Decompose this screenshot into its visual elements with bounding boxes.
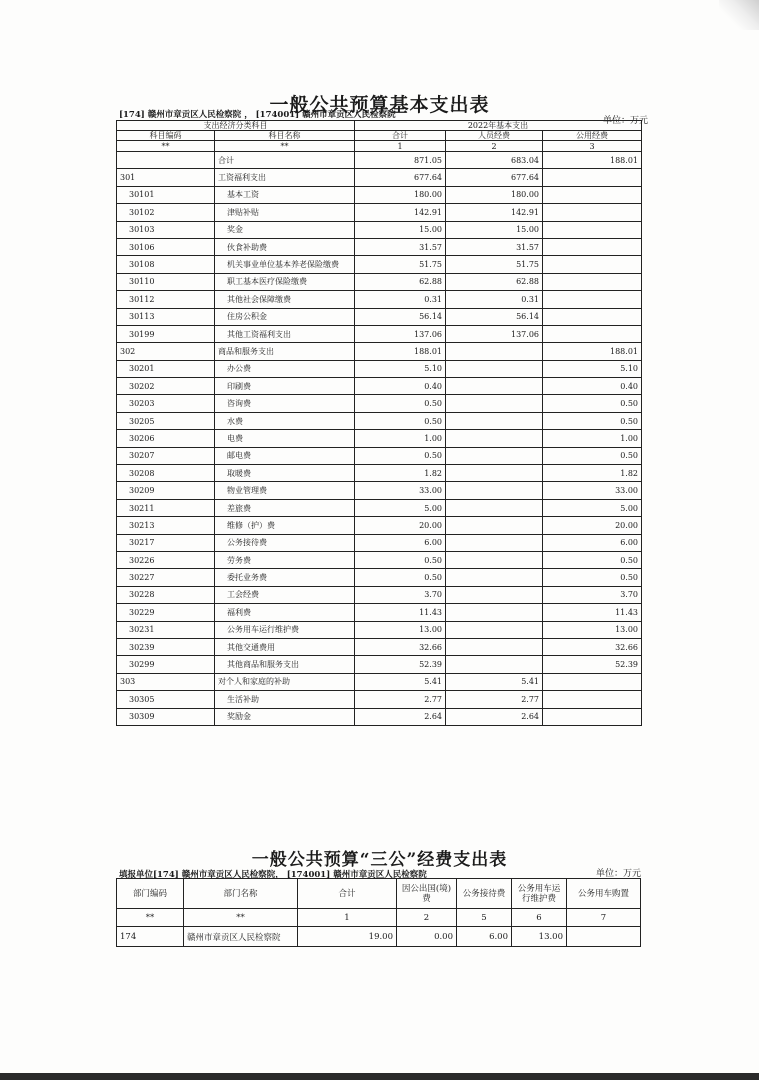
row-personnel: [446, 343, 543, 360]
row-total: 5.41: [355, 673, 446, 690]
table-row: [117, 273, 642, 290]
t2-col-dept-code: 部门编码: [117, 879, 184, 909]
table1-title: 一般公共预算基本支出表: [269, 94, 490, 116]
row-total: 0.31: [355, 291, 446, 308]
row-code: 30106: [117, 238, 215, 255]
table-row: [117, 447, 642, 464]
row-personnel: 142.91: [446, 204, 543, 221]
row-code: 30305: [117, 691, 215, 708]
table2-unit-label: 单位：万元: [595, 869, 641, 879]
row-code: 30217: [117, 534, 215, 551]
row-total: 0.50: [355, 412, 446, 429]
row-public: [543, 273, 642, 290]
row-personnel: [446, 360, 543, 377]
table-row: [117, 412, 642, 429]
table2-title: 一般公共预算“三公”经费支出表: [251, 850, 508, 870]
row-personnel: [446, 430, 543, 447]
col-header-personnel: 人员经费: [446, 131, 543, 141]
row-public: [543, 673, 642, 690]
col-header-total: 合计: [355, 131, 446, 141]
row-code: 30229: [117, 604, 215, 621]
row-name: 生活补助: [215, 691, 355, 708]
row-total: 871.05: [355, 152, 446, 169]
row-personnel: 62.88: [446, 273, 543, 290]
row-name: 基本工资: [215, 186, 355, 203]
mark-name: **: [215, 141, 355, 152]
table-row: [117, 482, 642, 499]
t2-abroad: 0.00: [397, 927, 457, 947]
row-code: 30206: [117, 430, 215, 447]
table-row: [117, 308, 642, 325]
table1-unit-label: 单位：万元: [602, 116, 648, 126]
row-name: 对个人和家庭的补助: [215, 673, 355, 690]
row-name: 工资福利支出: [215, 169, 355, 186]
row-total: 188.01: [355, 343, 446, 360]
row-name: 咨询费: [215, 395, 355, 412]
row-name: 取暖费: [215, 465, 355, 482]
row-name: 福利费: [215, 604, 355, 621]
row-public: 0.50: [543, 551, 642, 568]
row-total: 56.14: [355, 308, 446, 325]
row-personnel: 5.41: [446, 673, 543, 690]
row-total: 52.39: [355, 656, 446, 673]
row-personnel: [446, 638, 543, 655]
row-public: 0.40: [543, 378, 642, 395]
row-public: [543, 256, 642, 273]
row-public: [543, 221, 642, 238]
row-public: 5.00: [543, 499, 642, 516]
table-row: [117, 551, 642, 568]
row-total: 0.50: [355, 395, 446, 412]
row-code: 30309: [117, 708, 215, 725]
t2-col-dept-name: 部门名称: [184, 879, 298, 909]
scan-bottom-edge: [0, 1073, 759, 1080]
three-public-expenditure-table: [116, 878, 641, 947]
row-name: 电费: [215, 430, 355, 447]
row-code: 30227: [117, 569, 215, 586]
row-code: 30203: [117, 395, 215, 412]
row-total: 20.00: [355, 517, 446, 534]
row-name: 邮电费: [215, 447, 355, 464]
row-public: 188.01: [543, 343, 642, 360]
row-personnel: 180.00: [446, 186, 543, 203]
row-code: 30108: [117, 256, 215, 273]
row-total: 2.64: [355, 708, 446, 725]
table-row: [117, 673, 642, 690]
table-row: [117, 656, 642, 673]
t2-car-maint: 13.00: [512, 927, 567, 947]
t2-col-abroad: 因公出国(境)费: [397, 879, 457, 909]
row-public: 32.66: [543, 638, 642, 655]
row-name: 公务接待费: [215, 534, 355, 551]
row-code: [117, 152, 215, 169]
row-public: 188.01: [543, 152, 642, 169]
row-name: 维修（护）费: [215, 517, 355, 534]
row-public: [543, 308, 642, 325]
row-personnel: 2.77: [446, 691, 543, 708]
row-public: [543, 708, 642, 725]
row-personnel: [446, 412, 543, 429]
row-name: 委托业务费: [215, 569, 355, 586]
row-public: [543, 186, 642, 203]
row-public: [543, 238, 642, 255]
row-personnel: 0.31: [446, 291, 543, 308]
row-public: [543, 204, 642, 221]
t2-reception: 6.00: [457, 927, 512, 947]
row-public: 6.00: [543, 534, 642, 551]
row-total: 51.75: [355, 256, 446, 273]
row-public: [543, 169, 642, 186]
row-name: 印刷费: [215, 378, 355, 395]
row-code: 30209: [117, 482, 215, 499]
table-row: [117, 430, 642, 447]
row-total: 11.43: [355, 604, 446, 621]
row-public: 1.00: [543, 430, 642, 447]
row-public: [543, 291, 642, 308]
table-row: [117, 291, 642, 308]
row-code: 30202: [117, 378, 215, 395]
t2-dept-code: 174: [117, 927, 184, 947]
row-code: 30201: [117, 360, 215, 377]
row-name: 其他工资福利支出: [215, 325, 355, 342]
row-name: 物业管理费: [215, 482, 355, 499]
row-name: 住房公积金: [215, 308, 355, 325]
row-public: 3.70: [543, 586, 642, 603]
table-row: [117, 186, 642, 203]
table-row: [117, 325, 642, 342]
row-total: 33.00: [355, 482, 446, 499]
row-total: 137.06: [355, 325, 446, 342]
row-name: 劳务费: [215, 551, 355, 568]
t2-mark: 1: [298, 909, 397, 927]
row-personnel: [446, 604, 543, 621]
row-public: 0.50: [543, 412, 642, 429]
row-total: 0.50: [355, 551, 446, 568]
row-code: 303: [117, 673, 215, 690]
row-personnel: 15.00: [446, 221, 543, 238]
row-code: 30112: [117, 291, 215, 308]
row-total: 15.00: [355, 221, 446, 238]
row-personnel: 51.75: [446, 256, 543, 273]
row-name: 奖励金: [215, 708, 355, 725]
row-total: 1.00: [355, 430, 446, 447]
row-code: 302: [117, 343, 215, 360]
row-code: 30211: [117, 499, 215, 516]
row-public: 13.00: [543, 621, 642, 638]
table1-unit-header: [174] 赣州市章贡区人民检察院 ， [174001] 赣州市章贡区人民检察院: [119, 110, 396, 120]
row-code: 30226: [117, 551, 215, 568]
row-name: 水费: [215, 412, 355, 429]
row-personnel: 137.06: [446, 325, 543, 342]
row-name: 其他商品和服务支出: [215, 656, 355, 673]
mark-c3: 3: [543, 141, 642, 152]
row-personnel: [446, 499, 543, 516]
row-code: 30208: [117, 465, 215, 482]
row-public: 0.50: [543, 395, 642, 412]
table-row: [117, 204, 642, 221]
row-personnel: 56.14: [446, 308, 543, 325]
row-name: 职工基本医疗保险缴费: [215, 273, 355, 290]
row-public: 0.50: [543, 447, 642, 464]
table2-unit-header: 填报单位[174] 赣州市章贡区人民检察院， [174001] 赣州市章贡区人民检察院: [119, 870, 427, 880]
t2-mark: 6: [512, 909, 567, 927]
row-personnel: 31.57: [446, 238, 543, 255]
row-name: 工会经费: [215, 586, 355, 603]
row-total: 0.50: [355, 447, 446, 464]
row-total: 32.66: [355, 638, 446, 655]
table-row: [117, 586, 642, 603]
row-total: 31.57: [355, 238, 446, 255]
row-total: 5.00: [355, 499, 446, 516]
row-public: 20.00: [543, 517, 642, 534]
t2-total: 19.00: [298, 927, 397, 947]
row-name: 津贴补贴: [215, 204, 355, 221]
table-row: [117, 534, 642, 551]
row-name: 机关事业单位基本养老保险缴费: [215, 256, 355, 273]
row-personnel: [446, 482, 543, 499]
table-row: [117, 395, 642, 412]
row-public: 5.10: [543, 360, 642, 377]
table-row: [117, 691, 642, 708]
row-name: 合计: [215, 152, 355, 169]
table-row: [117, 569, 642, 586]
row-total: 5.10: [355, 360, 446, 377]
row-code: 30299: [117, 656, 215, 673]
table-row: [117, 604, 642, 621]
row-public: 0.50: [543, 569, 642, 586]
mark-code: **: [117, 141, 215, 152]
row-name: 奖金: [215, 221, 355, 238]
row-total: 2.77: [355, 691, 446, 708]
row-name: 其他社会保障缴费: [215, 291, 355, 308]
col-header-code: 科目编码: [117, 131, 215, 141]
t2-car-buy: [567, 927, 641, 947]
row-name: 差旅费: [215, 499, 355, 516]
row-total: 142.91: [355, 204, 446, 221]
row-personnel: 683.04: [446, 152, 543, 169]
row-code: 30228: [117, 586, 215, 603]
row-code: 30207: [117, 447, 215, 464]
t2-mark: 2: [397, 909, 457, 927]
basic-expenditure-table: [116, 120, 642, 726]
table-row: [117, 221, 642, 238]
table-row: [117, 360, 642, 377]
t2-dept-name: 赣州市章贡区人民检察院: [184, 927, 298, 947]
row-personnel: [446, 586, 543, 603]
page-corner-shadow: [719, 0, 759, 30]
table-row: [117, 708, 642, 725]
row-name: 办公费: [215, 360, 355, 377]
row-public: [543, 691, 642, 708]
row-personnel: [446, 534, 543, 551]
row-public: [543, 325, 642, 342]
row-code: 30239: [117, 638, 215, 655]
mark-c1: 1: [355, 141, 446, 152]
row-code: 30102: [117, 204, 215, 221]
row-total: 1.82: [355, 465, 446, 482]
row-personnel: [446, 551, 543, 568]
row-personnel: 2.64: [446, 708, 543, 725]
table-row: [117, 517, 642, 534]
table-row: [117, 378, 642, 395]
t2-col-total: 合计: [298, 879, 397, 909]
row-name: 商品和服务支出: [215, 343, 355, 360]
col-group-economic-class: 支出经济分类科目: [117, 121, 355, 131]
row-code: 30113: [117, 308, 215, 325]
row-total: 0.40: [355, 378, 446, 395]
t2-mark: **: [184, 909, 298, 927]
row-total: 6.00: [355, 534, 446, 551]
row-total: 13.00: [355, 621, 446, 638]
table-row: [117, 152, 642, 169]
table-row: [117, 169, 642, 186]
row-code: 30231: [117, 621, 215, 638]
col-header-name: 科目名称: [215, 131, 355, 141]
row-personnel: [446, 656, 543, 673]
row-total: 62.88: [355, 273, 446, 290]
col-header-public: 公用经费: [543, 131, 642, 141]
row-personnel: [446, 447, 543, 464]
row-personnel: [446, 395, 543, 412]
table-row: [117, 621, 642, 638]
table-row: [117, 465, 642, 482]
row-total: 677.64: [355, 169, 446, 186]
row-public: 33.00: [543, 482, 642, 499]
col-group-2022-basic: 2022年基本支出: [355, 121, 642, 131]
t2-col-car-buy: 公务用车购置: [567, 879, 641, 909]
row-name: 其他交通费用: [215, 638, 355, 655]
t2-col-reception: 公务接待费: [457, 879, 512, 909]
row-code: 301: [117, 169, 215, 186]
row-personnel: [446, 378, 543, 395]
row-personnel: 677.64: [446, 169, 543, 186]
row-public: 1.82: [543, 465, 642, 482]
row-code: 30213: [117, 517, 215, 534]
row-code: 30110: [117, 273, 215, 290]
table-row: [117, 343, 642, 360]
row-personnel: [446, 569, 543, 586]
row-code: 30101: [117, 186, 215, 203]
t2-mark: **: [117, 909, 184, 927]
row-name: 伙食补助费: [215, 238, 355, 255]
mark-c2: 2: [446, 141, 543, 152]
row-total: 0.50: [355, 569, 446, 586]
table-row: [117, 638, 642, 655]
row-code: 30199: [117, 325, 215, 342]
row-code: 30103: [117, 221, 215, 238]
row-total: 180.00: [355, 186, 446, 203]
row-personnel: [446, 465, 543, 482]
t2-mark: 5: [457, 909, 512, 927]
t2-col-car-maint: 公务用车运行维护费: [512, 879, 567, 909]
table-row: [117, 238, 642, 255]
t2-mark: 7: [567, 909, 641, 927]
row-public: 11.43: [543, 604, 642, 621]
row-personnel: [446, 517, 543, 534]
row-total: 3.70: [355, 586, 446, 603]
row-code: 30205: [117, 412, 215, 429]
table-row: [117, 256, 642, 273]
row-personnel: [446, 621, 543, 638]
row-name: 公务用车运行维护费: [215, 621, 355, 638]
row-public: 52.39: [543, 656, 642, 673]
table-row: [117, 499, 642, 516]
